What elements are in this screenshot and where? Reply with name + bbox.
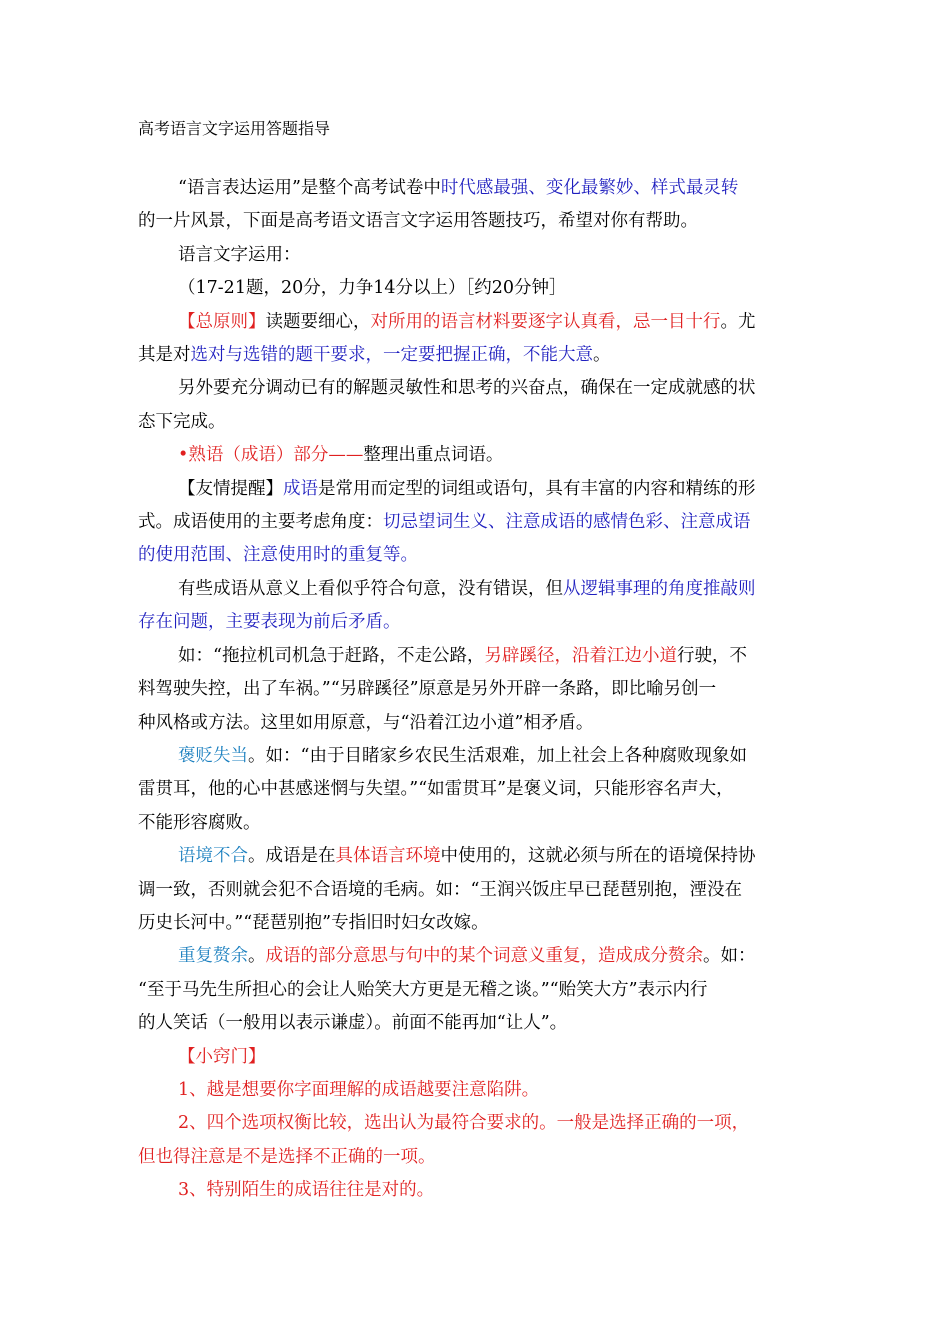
praise-line-1 — [138, 740, 818, 773]
praise-line-3: 不能形容腐败。 — [138, 812, 261, 833]
context-line-1 — [138, 840, 818, 873]
intro-line-2: 的一片风景，下面是高考语文语言文字运用答题技巧，希望对你有帮助。 — [138, 211, 698, 232]
context-highlight: 具体语言环境 — [335, 846, 441, 867]
example-highlight: 另辟蹊径，沿着江边小道 — [484, 645, 677, 666]
tip-tag: 【友情提醒】 — [178, 478, 283, 499]
tip-line-2 — [138, 506, 818, 539]
context-line-3: 历史长河中。”“琵琶别抱”专指旧时妇女改嫁。 — [138, 912, 489, 933]
praise-text: 。如：“由于目睹家乡农民生活艰难，加上社会上各种腐败现象如 — [248, 745, 747, 766]
idiom-heading-label: •熟语（成语）部分—— — [178, 445, 364, 466]
tips-item-3: 3、特别陌生的成语往往是对的。 — [178, 1180, 435, 1201]
principle-text-4: 。 — [593, 345, 611, 366]
tip-line-3: 的使用范围、注意使用时的重复等。 — [138, 545, 418, 566]
principle-highlight-2: 选对与选错的题干要求，一定要把握正确，不能大意 — [190, 345, 593, 366]
tip-highlight: 切忌望词生义、注意成语的感情色彩、注意成语 — [383, 512, 751, 533]
principle-text: 读题要细心， — [265, 311, 371, 332]
logic-text: 有些成语从意义上看似乎符合句意，没有错误，但 — [178, 578, 563, 599]
tips-item-2: 2、四个选项权衡比较，选出认为最符合要求的。一般是选择正确的一项， — [178, 1113, 750, 1134]
principle-tag: 【总原则】 — [178, 311, 266, 332]
redundant-line-2: “至于马先生所担心的会让人贻笑大方更是无稽之谈。”“贻笑大方”表示内行 — [138, 979, 708, 1000]
tip-text: 是常用而定型的词组或语句，具有丰富的内容和精练的形 — [318, 478, 756, 499]
example-line-3: 种风格或方法。这里如用原意，与“沿着江边小道”相矛盾。 — [138, 712, 594, 733]
logic-highlight: 从逻辑事理的角度推敲则 — [563, 578, 756, 599]
redundant-text-2: 。如： — [703, 946, 756, 967]
context-label: 语境不合 — [178, 846, 248, 867]
tip-text-2: 式。成语使用的主要考虑角度： — [138, 512, 383, 533]
redundant-highlight: 成语的部分意思与句中的某个词意义重复，造成成分赘余 — [265, 946, 703, 967]
example-text-2: 行驶，不 — [676, 645, 747, 666]
context-line-2: 调一致，否则就会犯不合语境的毛病。如：“王润兴饭庄早已琵琶别抱，湮没在 — [138, 879, 742, 900]
tips-item-2-cont: 但也得注意是不是选择不正确的一项。 — [138, 1146, 436, 1167]
redundant-line-3: 的人笑话（一般用以表示谦虚）。前面不能再加“让人”。 — [138, 1013, 568, 1034]
tip-keyword: 成语 — [283, 478, 318, 499]
document-title: 高考语言文字运用答题指导 — [138, 119, 331, 138]
tip-line-1 — [138, 473, 818, 506]
principle-highlight-1: 对所用的语言材料要逐字认真看，忌一目十行 — [370, 311, 721, 332]
principle-line-2 — [138, 339, 818, 372]
praise-line-2: 雷贯耳，他的心中甚感迷惘与失望。”“如雷贯耳”是褒义词，只能形容名声大， — [138, 779, 734, 800]
example-text: 如：“拖拉机司机急于赶路，不走公路， — [178, 645, 485, 666]
example-line-1 — [138, 640, 818, 673]
intro-line-1 — [138, 172, 818, 205]
tips-heading: 【小窍门】 — [178, 1046, 266, 1067]
logic-line-1 — [138, 573, 818, 606]
tips-item-1: 1、越是想要你字面理解的成语越要注意陷阱。 — [178, 1079, 540, 1100]
principle-text-3: 其是对 — [138, 345, 191, 366]
redundant-label: 重复赘余 — [178, 946, 248, 967]
document-body — [138, 172, 818, 1208]
context-text-2: 中使用的，这就必须与所在的语境保持协 — [440, 846, 756, 867]
logic-line-2: 存在问题，主要表现为前后矛盾。 — [138, 612, 401, 633]
section-heading: 语言文字运用： — [178, 244, 301, 265]
intro-highlight: 时代感最强、变化最繁妙、样式最灵转 — [440, 178, 739, 198]
redundant-line-1 — [138, 940, 818, 973]
motivate-line-1: 另外要充分调动已有的解题灵敏性和思考的兴奋点，确保在一定成就感的状 — [178, 378, 756, 399]
example-line-2: 料驾驶失控，出了车祸。”“另辟蹊径”原意是另外开辟一条路，即比喻另创一 — [138, 679, 717, 700]
context-text: 。成语是在 — [248, 846, 336, 867]
principle-text-2: 。尤 — [720, 311, 756, 332]
idiom-heading — [138, 439, 818, 472]
praise-label: 褒贬失当 — [178, 745, 248, 766]
idiom-heading-text: 整理出重点词语。 — [363, 445, 504, 466]
redundant-text: 。 — [248, 946, 266, 967]
section-meta: （17-21题，20分，力争14分以上）［约20分钟］ — [178, 278, 567, 299]
principle-line-1 — [138, 306, 818, 339]
intro-text: “语言表达运用”是整个高考试卷中 — [178, 178, 441, 198]
motivate-line-2: 态下完成。 — [138, 411, 226, 432]
